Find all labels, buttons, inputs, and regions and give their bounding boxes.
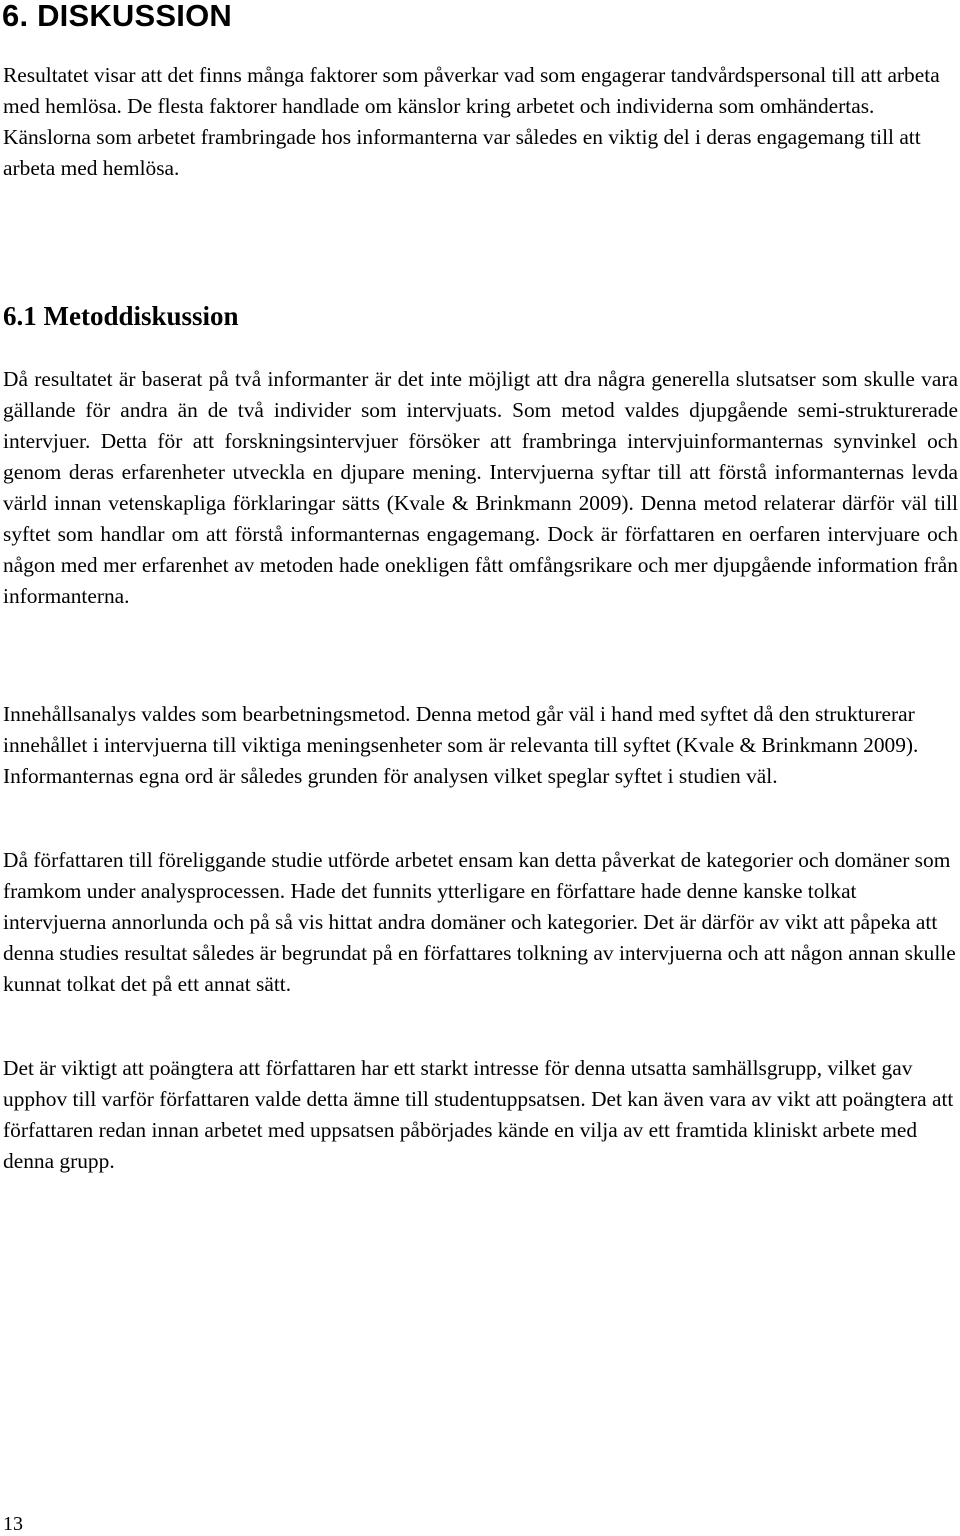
page-number: 13: [3, 1513, 23, 1535]
method-paragraph-2: Innehållsanalys valdes som bearbetningsmetod. Denna metod går väl i hand med syftet då den strukturerar innehållet i intervjuerna till viktiga meningsenheter som är relevanta till syftet (Kvale & Brinkmann 2009). Informanternas egna ord är således grunden för analysen vilket speglar syftet i studien väl.: [3, 702, 919, 788]
method-paragraph-4: Det är viktigt att poängtera att författaren har ett starkt intresse för denna utsatta samhällsgrupp, vilket gav upphov till varför författaren valde detta ämne till studentuppsatsen. Det kan även vara av vikt att poängtera att författaren redan innan arbetet med uppsatsen påbörjades kände en vilja av ett framtida kliniskt arbete med denna grupp.: [3, 1056, 954, 1173]
intro-paragraph: Resultatet visar att det finns många faktorer som påverkar vad som engagerar tandvårdspersonal till att arbeta med hemlösa. De flesta faktorer handlade om känslor kring arbetet och individerna som omhändertas. Känslorna som arbetet frambringade hos informanterna var således en viktig del i deras engagemang till att arbeta med hemlösa.: [3, 63, 940, 180]
chapter-heading: 6. DISKUSSION: [2, 0, 232, 33]
section-heading: 6.1 Metoddiskussion: [3, 301, 239, 331]
method-paragraph-1: Då resultatet är baserat på två informanter är det inte möjligt att dra några generella slutsatser som skulle vara gällande för andra än de två individer som intervjuats. Som metod valdes djupgående semi-strukturerade intervjuer. Detta för att forskningsintervjuer försöker att frambringa intervjuinformanternas synvinkel och genom deras erfarenheter utveckla en djupare mening. Intervjuerna syftar till att förstå informanternas levda värld innan vetenskapliga förklaringar sätts (Kvale & Brinkmann 2009). Denna metod relaterar därför väl till syftet som handlar om att förstå informanternas engagemang. Dock är författaren en oerfaren intervjuare och någon med mer erfarenhet av metoden hade onekligen fått omfångsrikare och mer djupgående information från informanterna.: [3, 367, 958, 608]
method-paragraph-3: Då författaren till föreliggande studie utförde arbetet ensam kan detta påverkat de kategorier och domäner som framkom under analysprocessen. Hade det funnits ytterligare en författare hade denne kanske tolkat intervjuerna annorlunda och på så vis hittat andra domäner och kategorier. Det är därför av vikt att påpeka att denna studies resultat således är begrundat på en författares tolkning av intervjuerna och att någon annan skulle kunnat tolkat det på ett annat sätt.: [3, 848, 956, 996]
